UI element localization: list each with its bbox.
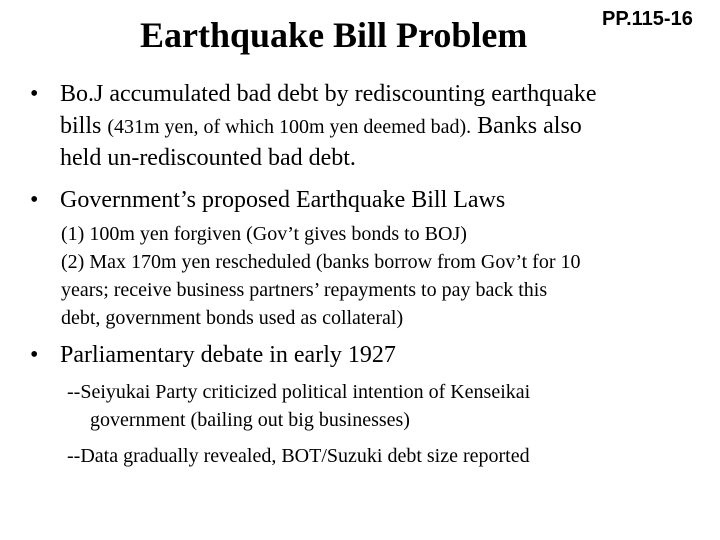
bullet-1-line-3: held un-rediscounted bad debt.: [60, 145, 356, 171]
bullet-1-line-1: Bo.J accumulated bad debt by rediscounting earthquake: [60, 81, 597, 107]
bullet-1-line-2-start: bills: [60, 113, 108, 139]
page-reference: PP.115-16: [602, 8, 693, 30]
bullet-marker: •: [30, 81, 39, 107]
bullet-1-amount-note: (431m yen, of which 100m yen deemed bad).: [107, 116, 472, 138]
bullet-marker: •: [30, 187, 39, 213]
bullet-1-line-2-end: Banks also: [471, 113, 582, 139]
bill-law-item-2-cont-1: years; receive business partners’ repayments to pay back this: [61, 279, 548, 301]
bullet-marker: •: [30, 342, 39, 368]
bullet-1-line-2: [60, 110, 582, 143]
debate-point-1-cont: government (bailing out big businesses): [90, 409, 410, 431]
debate-point-2: --Data gradually revealed, BOT/Suzuki debt size reported: [67, 445, 530, 467]
debate-point-1: --Seiyukai Party criticized political intention of Kenseikai: [67, 381, 531, 403]
slide-title: Earthquake Bill Problem: [140, 15, 528, 55]
bill-law-item-2: (2) Max 170m yen rescheduled (banks borrow from Gov’t for 10: [61, 251, 581, 273]
bill-law-item-2-cont-2: debt, government bonds used as collateral): [61, 307, 404, 329]
bullet-3-line-1: Parliamentary debate in early 1927: [60, 342, 396, 368]
bullet-2-line-1: Government’s proposed Earthquake Bill Laws: [60, 187, 506, 213]
bill-law-item-1: (1) 100m yen forgiven (Gov’t gives bonds to BOJ): [61, 223, 467, 245]
